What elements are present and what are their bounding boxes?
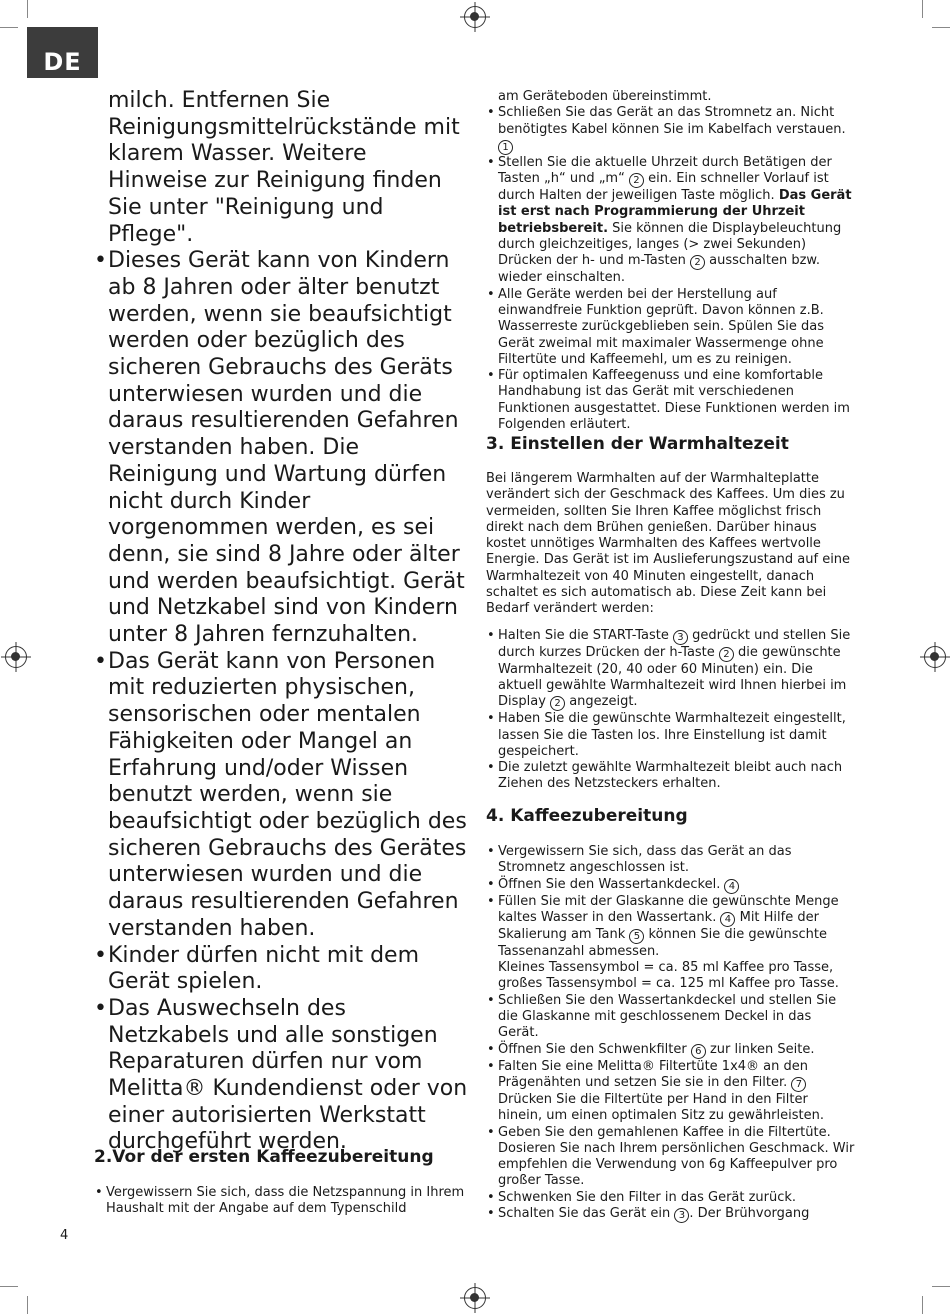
list-item: • Das Gerät kann von Personen mit reduzierten physischen, sensorischen oder mentalen Fähigkeiten oder Mangel an Erfahrung und/oder Wissen benutzt werden, wenn sie beaufsichtigt oder bezüglich des sicheren Gebrauchs des Gerätes unterwiesen wurden und die daraus resultierenden Gefahren verstanden haben. — [94, 648, 467, 941]
list-item: • Alle Geräte werden bei der Herstellung auf einwandfreie Funktion geprüft. Davon können z.B. Wasserreste zurückgeblieben sein. Spülen Sie das Gerät zweimal mit maximaler Wassermenge ohne Filtertüte und Kaffeemehl, um es zu reinigen. — [487, 286, 824, 367]
crop-mark — [0, 1286, 18, 1287]
list-item: • Schließen Sie das Gerät an das Stromnetz an. Nicht benötigtes Kabel können Sie im Kabelfach verstauen. 1 — [487, 105, 846, 153]
list-item: • Vergewissern Sie sich, dass die Netzspannung in Ihrem Haushalt mit der Angabe auf dem Typenschild — [95, 1185, 465, 1217]
callout-number: 2 — [550, 696, 565, 711]
section-3-intro: Bei längerem Warmhalten auf der Warmhalteplatte verändert sich der Geschmack des Kaffees. Um dies zu vermeiden, sollten Sie Ihren Kaffee möglichst frisch direkt nach dem Brühen genießen. Darüber hinaus kostet unnötiges Warmhalten des Kaffees wertvolle Energie. Das Gerät ist im Auslieferungszustand auf eine Warmhaltezeit von 40 Minuten eingestellt, danach schaltet es sich automatisch ab. Diese Zeit kann bei Bedarf verändert werden: — [486, 471, 851, 617]
registration-mark-icon — [464, 6, 486, 28]
list-item: • Kinder dürfen nicht mit dem Gerät spielen. — [94, 942, 419, 995]
list-item: • Füllen Sie mit der Glaskanne die gewünschte Menge kaltes Wasser in den Wassertank. 4 Mit Hilfe der Skalierung am Tank 5 können Sie die gewünschte Tassenanzahl abmessen. Kleines Tassensymbol = ca. 85 ml Kaffee pro Tasse, großes Tassensymbol = ca. 125 ml Kaffee pro Tasse. — [487, 893, 839, 992]
list-item: • Vergewissern Sie sich, dass das Gerät an das Stromnetz angeschlossen ist. — [487, 844, 792, 876]
callout-number: 3 — [674, 1208, 689, 1223]
callout-number: 1 — [498, 140, 513, 155]
continuation-line: am Geräteboden übereinstimmt. — [498, 89, 712, 104]
crop-mark — [922, 0, 923, 18]
list-item: • Schwenken Sie den Filter in das Gerät zurück. — [487, 1189, 797, 1205]
registration-mark-icon — [464, 1287, 486, 1309]
list-item: • Falten Sie eine Melitta® Filtertüte 1x4® an den Prägenähten und setzen Sie sie in den Filter. 7 Drücken Sie die Filtertüte per Hand in den Filter hinein, um einen optimalen Sitz zu gewährleisten. — [487, 1058, 824, 1124]
callout-number: 7 — [791, 1077, 806, 1092]
callout-number: 4 — [720, 912, 735, 927]
callout-number: 5 — [629, 929, 644, 944]
right-block-b — [486, 471, 856, 793]
list-item: • Öffnen Sie den Wassertankdeckel. 4 — [486, 877, 856, 894]
callout-number: 3 — [673, 630, 688, 645]
crop-mark — [932, 27, 950, 28]
page-number: 4 — [60, 1228, 69, 1243]
crop-mark — [0, 27, 18, 28]
crop-mark — [932, 1286, 950, 1287]
list-item: • Geben Sie den gemahlenen Kaffee in die Filtertüte. Dosieren Sie nach Ihrem persönlichen Geschmack. Wir empfehlen die Verwendung von 6g Kaffeepulver pro großer Tasse. — [487, 1124, 855, 1189]
language-tab: DE — [27, 27, 98, 78]
list-item: • Öffnen Sie den Schwenkfilter 6 zur linken Seite. — [487, 1041, 815, 1057]
right-block-a — [486, 89, 856, 433]
callout-number: 6 — [691, 1044, 706, 1059]
list-item: • Schalten Sie das Gerät ein 3 . Der Brühvorgang — [487, 1206, 810, 1222]
crop-mark — [922, 1296, 923, 1314]
callout-number: 2 — [629, 173, 644, 188]
list-item: • Die zuletzt gewählte Warmhaltezeit bleibt auch nach Ziehen des Netzsteckers erhalten. — [487, 760, 843, 792]
crop-mark — [27, 1296, 28, 1314]
section-2-list — [94, 1185, 466, 1218]
list-item: • Halten Sie die START-Taste 3 gedrückt und stellen Sie durch kurzes Drücken der h-Taste 2 die gewünschte Warmhaltezeit (20, 40 oder 60 Minuten) ein. Die aktuell gewählte Warmhaltezeit wird Ihnen hierbei im Display 2 angezeigt. — [487, 627, 851, 710]
list-item: • Dieses Gerät kann von Kindern ab 8 Jahren oder älter benutzt werden, wenn sie beaufsichtigt werden oder bezüglich des sicheren Gebrauchs des Geräts unterwiesen wurden und die daraus resultierenden Gefahren verstanden haben. Die Reinigung und Wartung dürfen nicht durch Kinder vorgenommen werden, es sei denn, sie sind 8 Jahre oder älter und werden beaufsichtigt. Gerät und Netzkabel sind von Kindern unter 8 Jahren fernzuhalten. — [94, 248, 465, 648]
section-2-heading: 2.Vor der ersten Kaffeezubereitung — [94, 1147, 434, 1167]
section-4-heading: 4. Kaffeezubereitung — [486, 806, 688, 826]
list-item: • Stellen Sie die aktuelle Uhrzeit durch Betätigen der Tasten „h“ und „m“ 2 ein. Ein schneller Vorlauf ist durch Halten der jeweiligen Taste möglich. Das Gerät ist erst nach Programmierung der Uhrzeit betriebsbereit. Sie können die Displaybeleuchtung durch gleichzeitiges, langes (> zwei Sekunden) Drücken der h- und m-Tasten 2 ausschalten bzw. wieder einschalten. — [487, 154, 852, 286]
list-item: • Schließen Sie den Wassertankdeckel und stellen Sie die Glaskanne mit geschlossenem Deckel in das Gerät. — [487, 992, 837, 1041]
registration-mark-icon — [924, 646, 946, 668]
registration-mark-icon — [5, 646, 27, 668]
callout-number: 4 — [724, 879, 739, 894]
list-item: • Haben Sie die gewünschte Warmhaltezeit eingestellt, lassen Sie die Tasten los. Ihre Einstellung ist damit gespeichert. — [487, 711, 846, 759]
callout-number: 2 — [690, 255, 705, 270]
crop-mark — [27, 0, 28, 18]
list-item: • Für optimalen Kaffeegenuss und eine komfortable Handhabung ist das Gerät mit verschiedenen Funktionen ausgestattet. Diese Funktionen werden im Folgenden erläutert. — [487, 368, 850, 433]
intro-paragraph: milch. Entfernen Sie Reinigungsmittelrückstände mit klarem Wasser. Weitere Hinweise zur Reinigung finden Sie unter "Reinigung und Pflege". — [108, 88, 460, 247]
right-block-c — [486, 844, 856, 1223]
section-3-heading: 3. Einstellen der Warmhaltezeit — [486, 434, 789, 454]
callout-number: 2 — [719, 647, 734, 662]
left-column — [94, 88, 472, 1156]
list-item: • Das Auswechseln des Netzkabels und alle sonstigen Reparaturen dürfen nur vom Melitta® Kundendienst oder von einer autorisierten Werkstatt durchgeführt werden. — [94, 995, 468, 1155]
